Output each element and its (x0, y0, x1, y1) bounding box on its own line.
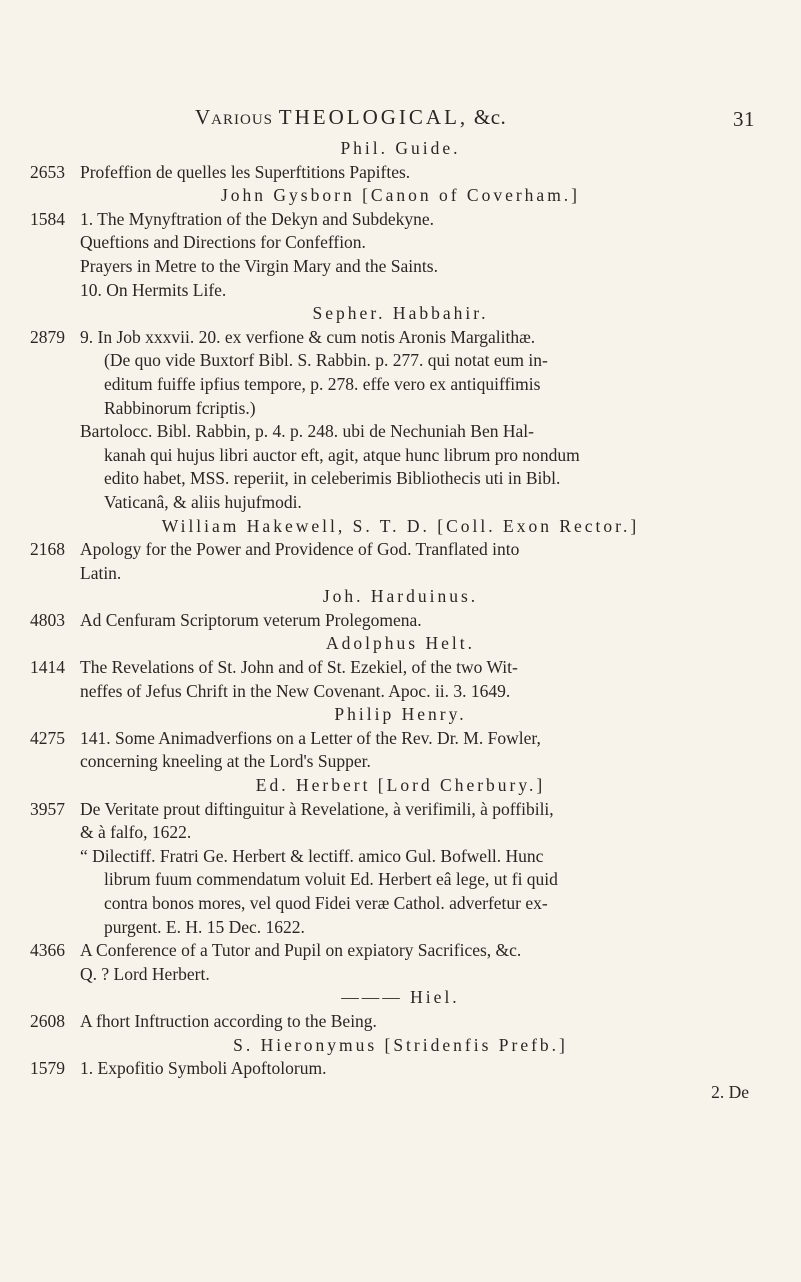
author-heading: ——— Hiel. (341, 987, 460, 1008)
entry-line (0, 349, 801, 373)
catalogue-entries (0, 137, 801, 1104)
entry-text: “ Dilectiff. Fratri Ge. Herbert & lectiff. amico Gul. Bofwell. Hunc (80, 845, 544, 866)
entry-line (0, 939, 801, 963)
entry-line (0, 963, 801, 987)
catalogue-number: 1584 (30, 208, 65, 229)
header-various: Various (195, 105, 274, 129)
catalogue-number: 4275 (30, 727, 65, 748)
author-heading: S. Hieronymus [Stridenfis Prefb.] (233, 1034, 568, 1055)
entry-text: & à falfo, 1622. (80, 822, 192, 843)
catalogue-number: 2168 (30, 539, 65, 560)
author-heading-line (0, 585, 801, 609)
entry-line (0, 444, 801, 468)
catalogue-number: 4803 (30, 609, 65, 630)
entry-text: neffes of Jefus Chrift in the New Covenant. Apoc. ii. 3. 1649. (80, 680, 511, 701)
entry-text: A fhort Inftruction according to the Being. (80, 1010, 377, 1031)
catalogue-number: 3957 (30, 798, 65, 819)
entry-line (0, 397, 801, 421)
page-number: 31 (733, 107, 755, 131)
entry-text: Latin. (80, 562, 122, 583)
entry-line (0, 1081, 801, 1105)
entry-line (0, 562, 801, 586)
author-heading: Philip Henry. (334, 704, 467, 725)
entry-line (0, 255, 801, 279)
entry-line (0, 609, 801, 633)
entry-line (0, 680, 801, 704)
author-heading-line (0, 302, 801, 326)
entry-text: Rabbinorum fcriptis.) (104, 397, 256, 418)
author-heading: Ed. Herbert [Lord Cherbury.] (255, 775, 546, 796)
entry-line (0, 538, 801, 562)
catchword: 2. De (711, 1081, 749, 1102)
author-heading: John Gysborn [Canon of Coverham.] (220, 185, 581, 206)
author-heading: Joh. Harduinus. (322, 586, 479, 607)
entry-text: (De quo vide Buxtorf Bibl. S. Rabbin. p. 277. qui notat eum in- (104, 350, 548, 371)
running-header (195, 105, 755, 130)
header-etc: &c. (473, 105, 507, 129)
author-heading-line (0, 703, 801, 727)
entry-text: Apology for the Power and Providence of God. Tranflated into (80, 539, 520, 560)
entry-text: A Conference of a Tutor and Pupil on expiatory Sacrifices, &c. (80, 940, 522, 961)
entry-line (0, 373, 801, 397)
entry-line (0, 1057, 801, 1081)
entry-text: Ad Cenfuram Scriptorum veterum Prolegomena. (80, 609, 422, 630)
author-heading-line (0, 1034, 801, 1058)
entry-text: De Veritate prout diftinguitur à Revelatione, à verifimili, à poffibili, (80, 798, 554, 819)
entry-text: Bartolocc. Bibl. Rabbin, p. 4. p. 248. ubi de Nechuniah Ben Hal- (80, 421, 534, 442)
catalogue-number: 2879 (30, 326, 65, 347)
entry-line (0, 868, 801, 892)
entry-text: Queftions and Directions for Confeffion. (80, 232, 366, 253)
entry-text: Prayers in Metre to the Virgin Mary and the Saints. (80, 255, 438, 276)
entry-text: concerning kneeling at the Lord's Supper. (80, 751, 371, 772)
author-heading-line (0, 632, 801, 656)
author-heading-line (0, 184, 801, 208)
entry-text: The Revelations of St. John and of St. Ezekiel, of the two Wit- (80, 657, 518, 678)
entry-line (0, 279, 801, 303)
entry-text: 9. In Job xxxvii. 20. ex verfione & cum notis Aronis Margalithæ. (80, 326, 536, 347)
entry-line (0, 845, 801, 869)
author-heading-line (0, 137, 801, 161)
entry-text: 141. Some Animadverfions on a Letter of the Rev. Dr. M. Fowler, (80, 727, 541, 748)
entry-line (0, 821, 801, 845)
entry-text: Q. ? Lord Herbert. (80, 963, 210, 984)
author-heading-line (0, 515, 801, 539)
author-heading: Phil. Guide. (340, 138, 461, 158)
entry-text: Profeffion de quelles les Superftitions Papiftes. (80, 161, 411, 182)
entry-line (0, 326, 801, 350)
entry-line (0, 892, 801, 916)
author-heading: Sepher. Habbahir. (312, 303, 489, 324)
entry-text: edito habet, MSS. reperiit, in celeberimis Bibliothecis uti in Bibl. (104, 468, 561, 489)
entry-line (0, 208, 801, 232)
catalogue-number: 4366 (30, 940, 65, 961)
author-heading-line (0, 774, 801, 798)
author-heading-line (0, 986, 801, 1010)
entry-text: 1. Expofitio Symboli Apoftolorum. (80, 1058, 327, 1079)
entry-text: purgent. E. H. 15 Dec. 1622. (104, 916, 305, 937)
entry-text: 10. On Hermits Life. (80, 279, 227, 300)
entry-line (0, 467, 801, 491)
catalogue-number: 1414 (30, 657, 65, 678)
entry-line (0, 798, 801, 822)
catalogue-number: 1579 (30, 1058, 65, 1079)
entry-line (0, 1010, 801, 1034)
entry-text: contra bonos mores, vel quod Fidei veræ Cathol. adverfetur ex- (104, 893, 548, 913)
entry-text: kanah qui hujus libri auctor eft, agit, atque hunc librum pro nondum (104, 444, 580, 465)
entry-line (0, 491, 801, 515)
entry-text: 1. The Mynyftration of the Dekyn and Subdekyne. (80, 208, 434, 229)
entry-line (0, 916, 801, 940)
entry-line (0, 231, 801, 255)
entry-line (0, 656, 801, 680)
entry-line (0, 750, 801, 774)
header-theological: THEOLOGICAL, (278, 105, 469, 129)
catalogue-number: 2653 (30, 161, 65, 182)
author-heading: Adolphus Helt. (326, 633, 475, 654)
entry-text: Vaticanâ, & aliis hujufmodi. (104, 491, 302, 512)
entry-text: editum fuiffe ipfius tempore, p. 278. effe vero ex antiquiffimis (104, 373, 541, 394)
entry-line (0, 420, 801, 444)
entry-text: librum fuum commendatum voluit Ed. Herbert eâ lege, ut fi quid (104, 869, 558, 890)
author-heading: William Hakewell, S. T. D. [Coll. Exon Rector.] (161, 515, 640, 536)
entry-line (0, 161, 801, 185)
catalogue-number: 2608 (30, 1010, 65, 1031)
entry-line (0, 727, 801, 751)
